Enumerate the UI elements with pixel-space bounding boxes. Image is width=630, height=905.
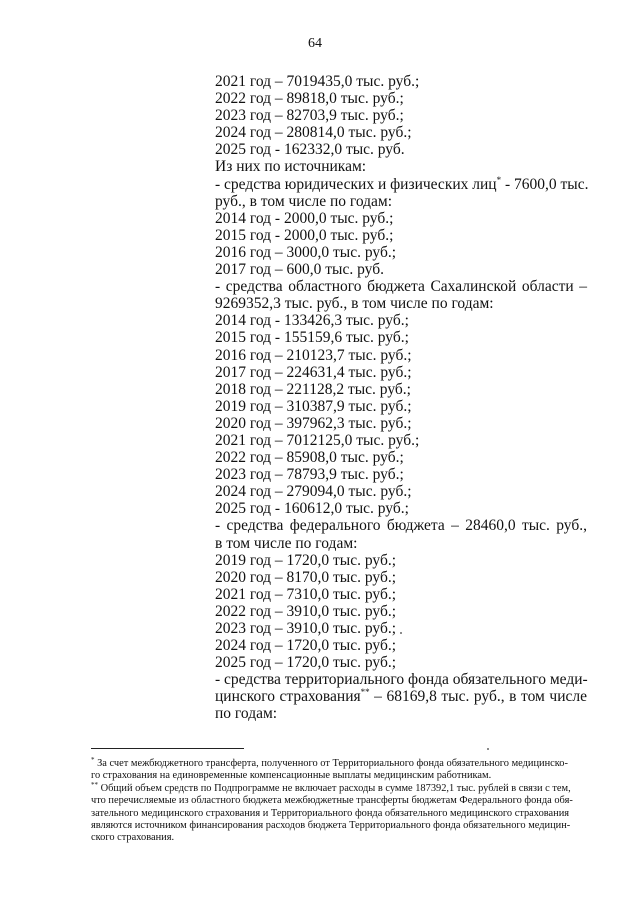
text-line: в том числе по годам:	[215, 534, 358, 552]
text-line: 2024 год – 280814,0 тыс. руб.;	[215, 124, 412, 142]
footnote-line: зательного медицинского страхования и Территориального фонда обязательного медицинского страхования	[91, 807, 570, 819]
text-line: 9269352,3 тыс. руб., в том числе по годам:	[215, 295, 494, 313]
footnote-line: го страхования на единовременные компенсационные выплаты медицинским работникам.	[91, 770, 492, 782]
year-line: 2015 год - 155159,6 тыс. руб.;	[215, 329, 409, 347]
footnote-line: являются источником финансирования расходов бюджета Территориального фонда обязательного медицин-	[91, 819, 571, 831]
footnote-marker: *	[496, 174, 502, 185]
year-line: 2024 год – 279094,0 тыс. руб.;	[215, 483, 412, 501]
text-line: - средства областного бюджета Сахалинской области –	[215, 278, 587, 296]
text-fragment: - средства юридических и физических лиц	[215, 175, 497, 193]
footnotes	[91, 758, 588, 845]
year-line: 2021 год – 7012125,0 тыс. руб.;	[215, 431, 420, 449]
year-line: 2025 год – 1720,0 тыс. руб.;	[215, 654, 397, 672]
year-line: 2023 год – 78793,9 тыс. руб.;	[215, 466, 404, 484]
body-text	[215, 73, 587, 723]
text-line: 2023 год – 82703,9 тыс. руб.;	[215, 107, 404, 125]
legal-entities-paragraph	[215, 176, 587, 210]
footnote-line	[91, 758, 588, 770]
footnote-marker: **	[91, 780, 98, 789]
year-line: 2016 год – 3000,0 тыс. руб.;	[215, 243, 397, 261]
footnote-line	[91, 780, 588, 795]
text-line: по годам:	[215, 705, 278, 723]
text-line: 2021 год – 7019435,0 тыс. руб.;	[215, 73, 420, 90]
text-fragment: цинского страхования	[215, 688, 361, 706]
year-line: 2022 год – 3910,0 тыс. руб.;	[215, 602, 397, 620]
regional-budget-paragraph	[215, 278, 587, 312]
footnote-separator	[91, 748, 244, 749]
year-line: 2025 год - 160612,0 тыс. руб.;	[215, 500, 409, 518]
year-line: 2014 год - 133426,3 тыс. руб.;	[215, 312, 409, 330]
year-line: 2022 год – 85908,0 тыс. руб.;	[215, 449, 404, 467]
footnote-marker: **	[360, 687, 370, 698]
text-fragment: За счет межбюджетного трансферта, полученного от Территориального фонда обязательного медицинско-	[94, 758, 568, 769]
year-line: 2017 год – 224631,4 тыс. руб.;	[215, 363, 412, 381]
text-fragment: - 7600,0 тыс.	[501, 175, 589, 193]
sources-heading: Из них по источникам:	[215, 158, 367, 176]
year-line: 2019 год – 1720,0 тыс. руб.;	[215, 551, 397, 569]
year-line: 2020 год – 397962,3 тыс. руб.;	[215, 414, 412, 432]
year-line: 2014 год - 2000,0 тыс. руб.;	[215, 209, 394, 227]
year-line: 2018 год – 221128,2 тыс. руб.;	[215, 380, 411, 398]
year-line: 2019 год – 310387,9 тыс. руб.;	[215, 397, 412, 415]
year-line: 2023 год – 3910,0 тыс. руб.;	[215, 620, 397, 637]
text-line: - средства территориального фонда обязательного меди-	[215, 671, 588, 689]
scan-speck	[487, 748, 489, 750]
federal-budget-paragraph	[215, 517, 587, 551]
year-line: 2024 год – 1720,0 тыс. руб.;	[215, 637, 397, 655]
footnote-marker: *	[91, 756, 95, 764]
page-number: 64	[308, 36, 322, 51]
scan-speck	[400, 632, 402, 634]
year-line: 2015 год - 2000,0 тыс. руб.;	[215, 226, 394, 244]
year-line: 2017 год – 600,0 тыс. руб.	[215, 261, 384, 279]
mhi-fund-paragraph	[215, 671, 587, 722]
year-line: 2016 год – 210123,7 тыс. руб.;	[215, 346, 412, 364]
text-line: 2022 год – 89818,0 тыс. руб.;	[215, 90, 404, 108]
footnote-line: что перечисляемые из областного бюджета межбюджетные трансферты бюджетам Федерального фонда обя-	[91, 795, 573, 807]
text-line	[215, 688, 587, 705]
year-line: 2021 год – 7310,0 тыс. руб.;	[215, 585, 397, 603]
text-fragment: Общий объем средств по Подпрограмме не включает расходы в сумме 187392,1 тыс. рублей в связи с тем,	[98, 782, 571, 794]
year-line: 2020 год – 8170,0 тыс. руб.;	[215, 568, 397, 586]
text-line: - средства федерального бюджета – 28460,0 тыс. руб.,	[215, 517, 587, 535]
text-line: 2025 год - 162332,0 тыс. руб.	[215, 141, 405, 159]
text-line	[215, 176, 587, 193]
text-fragment: – 68169,8 тыс. руб., в том числе	[369, 688, 587, 706]
footnote-line: ского страхования.	[91, 832, 175, 844]
text-line: руб., в том числе по годам:	[215, 192, 393, 210]
